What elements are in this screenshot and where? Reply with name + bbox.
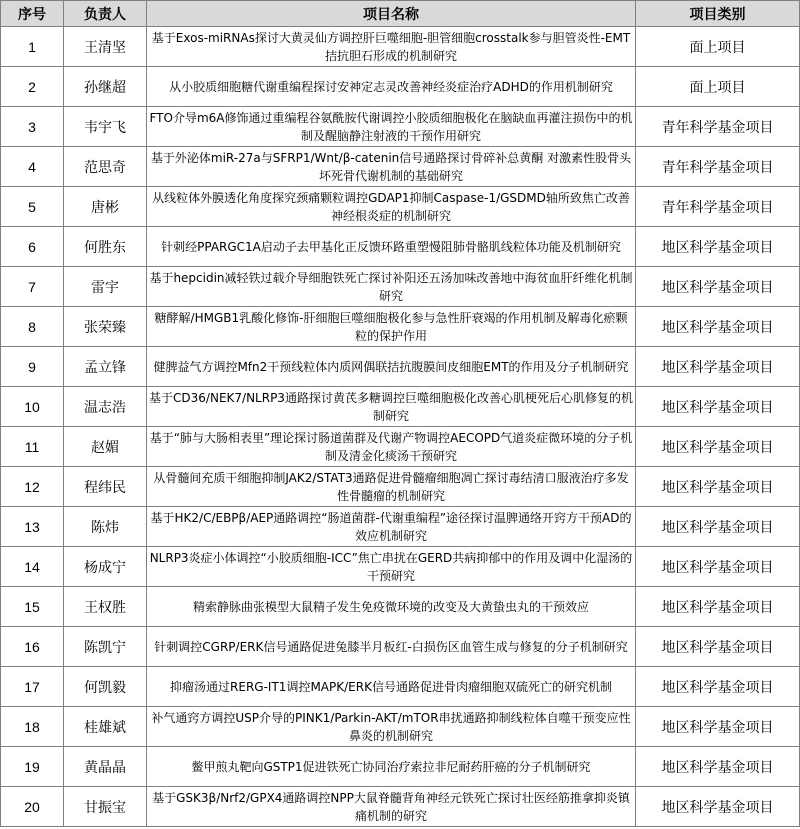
- row-title: 基于GSK3β/Nrf2/GPX4通路调控NPP大鼠脊髓背角神经元铁死亡探讨壮医经筋推拿抑炎镇痛机制的研究: [147, 787, 636, 827]
- row-category: 地区科学基金项目: [636, 707, 800, 747]
- header-number: 序号: [1, 1, 64, 27]
- row-number: 8: [1, 307, 64, 347]
- row-category: 地区科学基金项目: [636, 427, 800, 467]
- row-person: 黄晶晶: [64, 747, 147, 787]
- table-row: [1, 667, 800, 707]
- table-row: [1, 307, 800, 347]
- row-category: 地区科学基金项目: [636, 627, 800, 667]
- row-category: 地区科学基金项目: [636, 547, 800, 587]
- row-title: 基于“肺与大肠相表里”理论探讨肠道菌群及代谢产物调控AECOPD气道炎症微环境的分子机制及清金化痰汤干预研究: [147, 427, 636, 467]
- row-category: 地区科学基金项目: [636, 507, 800, 547]
- row-person: 张荣臻: [64, 307, 147, 347]
- row-person: 陈凯宁: [64, 627, 147, 667]
- row-title: 精索静脉曲张模型大鼠精子发生免疫微环境的改变及大黄蛰虫丸的干预效应: [147, 587, 636, 627]
- table-row: [1, 147, 800, 187]
- table-body: [1, 27, 800, 827]
- table-row: [1, 507, 800, 547]
- row-person: 孟立锋: [64, 347, 147, 387]
- row-number: 16: [1, 627, 64, 667]
- table-row: [1, 747, 800, 787]
- row-number: 10: [1, 387, 64, 427]
- table-row: [1, 627, 800, 667]
- row-title: 糖酵解/HMGB1乳酸化修饰-肝细胞巨噬细胞极化参与急性肝衰竭的作用机制及解毒化瘀颗粒的保护作用: [147, 307, 636, 347]
- row-category: 地区科学基金项目: [636, 787, 800, 827]
- row-person: 范思奇: [64, 147, 147, 187]
- row-title: 基于Exos-miRNAs探讨大黄灵仙方调控肝巨噬细胞-胆管细胞crosstalk参与胆管炎性-EMT拮抗胆石形成的机制研究: [147, 27, 636, 67]
- row-category: 地区科学基金项目: [636, 347, 800, 387]
- row-category: 面上项目: [636, 27, 800, 67]
- row-person: 赵媚: [64, 427, 147, 467]
- row-title: 针刺调控CGRP/ERK信号通路促进兔膝半月板红-白损伤区血管生成与修复的分子机制研究: [147, 627, 636, 667]
- row-title: 基于hepcidin减轻铁过载介导细胞铁死亡探讨补阳还五汤加味改善地中海贫血肝纤维化机制研究: [147, 267, 636, 307]
- table-header-row: [1, 1, 800, 27]
- table-row: [1, 187, 800, 227]
- table-row: [1, 787, 800, 827]
- row-category: 地区科学基金项目: [636, 387, 800, 427]
- row-person: 王权胜: [64, 587, 147, 627]
- row-title: 从小胶质细胞糖代谢重编程探讨安神定志灵改善神经炎症治疗ADHD的作用机制研究: [147, 67, 636, 107]
- row-number: 3: [1, 107, 64, 147]
- row-category: 地区科学基金项目: [636, 747, 800, 787]
- row-number: 7: [1, 267, 64, 307]
- row-person: 杨成宁: [64, 547, 147, 587]
- row-category: 地区科学基金项目: [636, 587, 800, 627]
- row-title: 健脾益气方调控Mfn2干预线粒体内质网偶联拮抗腹膜间皮细胞EMT的作用及分子机制研究: [147, 347, 636, 387]
- row-title: 基于CD36/NEK7/NLRP3通路探讨黄芪多糖调控巨噬细胞极化改善心肌梗死后心肌修复的机制研究: [147, 387, 636, 427]
- row-title: 基于外泌体miR-27a与SFRP1/Wnt/β-catenin信号通路探讨骨碎补总黄酮 对激素性股骨头坏死骨代谢机制的基础研究: [147, 147, 636, 187]
- table-row: [1, 67, 800, 107]
- row-person: 韦宇飞: [64, 107, 147, 147]
- row-number: 2: [1, 67, 64, 107]
- row-title: FTO介导m6A修饰通过重编程谷氨酰胺代谢调控小胶质细胞极化在脑缺血再灌注损伤中的机制及醒脑静注射液的干预作用研究: [147, 107, 636, 147]
- table-row: [1, 107, 800, 147]
- row-category: 青年科学基金项目: [636, 147, 800, 187]
- row-category: 地区科学基金项目: [636, 267, 800, 307]
- table-row: [1, 387, 800, 427]
- row-person: 程纬民: [64, 467, 147, 507]
- row-number: 17: [1, 667, 64, 707]
- row-person: 王清坚: [64, 27, 147, 67]
- row-number: 19: [1, 747, 64, 787]
- row-person: 唐彬: [64, 187, 147, 227]
- row-person: 雷宇: [64, 267, 147, 307]
- row-title: 补气通窍方调控USP介导的PINK1/Parkin-AKT/mTOR串扰通路抑制线粒体自噬干预变应性鼻炎的机制研究: [147, 707, 636, 747]
- row-number: 20: [1, 787, 64, 827]
- row-category: 地区科学基金项目: [636, 227, 800, 267]
- row-title: 针刺经PPARGC1A启动子去甲基化正反馈环路重塑慢阻肺骨骼肌线粒体功能及机制研究: [147, 227, 636, 267]
- row-number: 14: [1, 547, 64, 587]
- row-title: 从线粒体外膜透化角度探究颈痛颗粒调控GDAP1抑制Caspase-1/GSDMD轴所致焦亡改善神经根炎症的机制研究: [147, 187, 636, 227]
- row-person: 孙继超: [64, 67, 147, 107]
- table-row: [1, 347, 800, 387]
- row-category: 地区科学基金项目: [636, 467, 800, 507]
- table-row: [1, 467, 800, 507]
- row-number: 12: [1, 467, 64, 507]
- table-row: [1, 427, 800, 467]
- row-person: 桂雄斌: [64, 707, 147, 747]
- row-number: 15: [1, 587, 64, 627]
- row-category: 地区科学基金项目: [636, 307, 800, 347]
- table-row: [1, 27, 800, 67]
- row-title: 从骨髓间充质干细胞抑制JAK2/STAT3通路促进骨髓瘤细胞凋亡探讨毒结清口服液治疗多发性骨髓瘤的机制研究: [147, 467, 636, 507]
- row-person: 陈炜: [64, 507, 147, 547]
- row-category: 青年科学基金项目: [636, 107, 800, 147]
- row-number: 13: [1, 507, 64, 547]
- header-project-name: 项目名称: [147, 1, 636, 27]
- row-title: 抑瘤汤通过RERG-IT1调控MAPK/ERK信号通路促进骨肉瘤细胞双硫死亡的研究机制: [147, 667, 636, 707]
- row-number: 11: [1, 427, 64, 467]
- row-person: 温志浩: [64, 387, 147, 427]
- header-project-category: 项目类别: [636, 1, 800, 27]
- row-number: 1: [1, 27, 64, 67]
- table-row: [1, 547, 800, 587]
- row-title: 基于HK2/C/EBPβ/AEP通路调控“肠道菌群-代谢重编程”途径探讨温脾通络开窍方干预AD的效应机制研究: [147, 507, 636, 547]
- header-person: 负责人: [64, 1, 147, 27]
- row-person: 何凯毅: [64, 667, 147, 707]
- row-number: 4: [1, 147, 64, 187]
- row-number: 6: [1, 227, 64, 267]
- row-title: 鳖甲煎丸靶向GSTP1促进铁死亡协同治疗索拉非尼耐药肝癌的分子机制研究: [147, 747, 636, 787]
- table-row: [1, 587, 800, 627]
- table-row: [1, 267, 800, 307]
- row-number: 18: [1, 707, 64, 747]
- row-number: 5: [1, 187, 64, 227]
- row-category: 青年科学基金项目: [636, 187, 800, 227]
- row-category: 地区科学基金项目: [636, 667, 800, 707]
- table-row: [1, 227, 800, 267]
- row-category: 面上项目: [636, 67, 800, 107]
- row-person: 甘振宝: [64, 787, 147, 827]
- row-person: 何胜东: [64, 227, 147, 267]
- row-number: 9: [1, 347, 64, 387]
- row-title: NLRP3炎症小体调控“小胶质细胞-ICC”焦亡串扰在GERD共病抑郁中的作用及调中化湿汤的干预研究: [147, 547, 636, 587]
- table-row: [1, 707, 800, 747]
